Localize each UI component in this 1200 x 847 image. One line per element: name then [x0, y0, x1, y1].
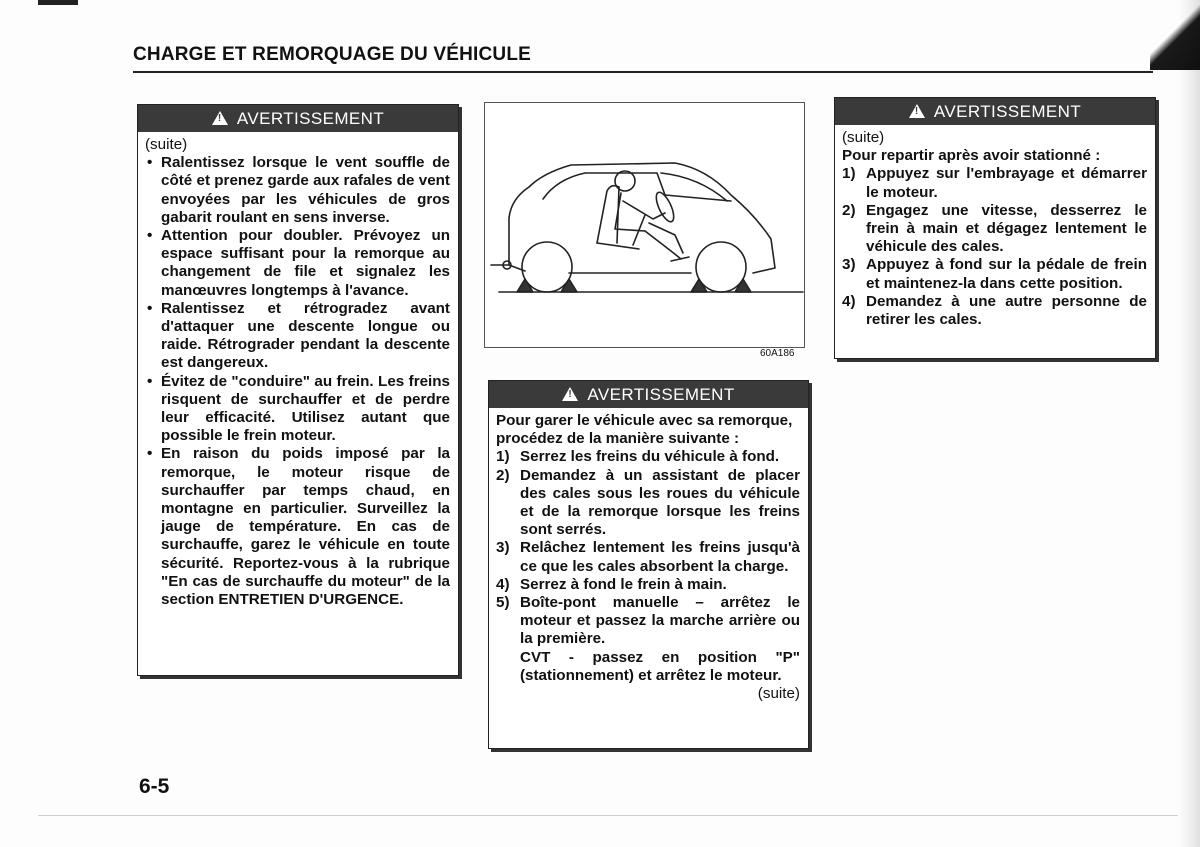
bullet-item: • Ralentissez et rétrogradez avant d'attaquer une descente longue ou raide. Rétrograder pendant la descente est dangereux.: [145, 300, 450, 373]
step-number: 3): [496, 539, 510, 557]
step-item: [842, 256, 1147, 292]
warning-heading: AVERTISSEMENT: [587, 385, 735, 404]
step-text: Demandez à une autre personne de retirer les cales.: [866, 292, 1147, 329]
suite-label: (suite): [842, 129, 885, 146]
car-with-chocks-drawing: [485, 103, 804, 347]
bullet-item: • En raison du poids imposé par la remorque, le moteur risque de surchauffer par temps chaud, en montagne en particulier. Surveillez la jauge de température. En cas de surchauffe, garez le véhicule en toute sécurité. Reportez-vous à la rubrique "En cas de surchauffe du moteur" de la section ENTRETIEN D'URGENCE.: [145, 445, 450, 609]
step-item: [496, 448, 800, 466]
warning-bullet-list: [145, 154, 450, 609]
page-corner-mark: [38, 0, 78, 5]
page-edge-shadow: [1178, 0, 1200, 847]
step-text: Serrez les freins du véhicule à fond.: [520, 448, 780, 466]
step-item: [496, 576, 800, 594]
bullet-item: • Évitez de "conduire" au frein. Les freins risquent de surchauffer et de perdre leur efficacité. Utilisez autant que possible le frein moteur.: [145, 373, 450, 446]
warning-box-left: [137, 104, 459, 676]
section-title: CHARGE ET REMORQUAGE DU VÉHICULE: [133, 44, 532, 65]
bullet-item: • Ralentissez lorsque le vent souffle de côté et prenez garde aux rafales de vent envoyées par les véhicules de gros gabarit roulant en sens inverse.: [145, 154, 450, 227]
step-item: [842, 293, 1147, 329]
step-number: 5): [496, 594, 510, 612]
suite-label: (suite): [757, 685, 800, 703]
warning-body: [489, 408, 808, 709]
step-number: 4): [842, 292, 856, 310]
step-number: 1): [842, 165, 856, 183]
step-item: [496, 594, 800, 685]
step-number: 1): [496, 448, 510, 466]
step-text: Demandez à un assistant de placer des cales sous les roues du véhicule et de la remorque lorsque les freins sont serrés.: [520, 466, 800, 539]
step-text: Appuyez sur l'embrayage et démarrer le moteur.: [866, 165, 1147, 201]
bottom-rule: [38, 815, 1178, 816]
warning-heading: AVERTISSEMENT: [933, 102, 1082, 121]
step-text-extra: CVT - passez en position "P" (stationnement) et arrêtez le moteur.: [520, 648, 800, 684]
warning-intro: Pour garer le véhicule avec sa remorque, procédez de la manière suivante :: [496, 412, 793, 448]
step-number: 3): [842, 256, 856, 274]
step-text: Relâchez lentement les freins jusqu'à ce que les cales absorbent la charge.: [520, 539, 800, 575]
warning-intro: Pour repartir après avoir stationné :: [842, 147, 1101, 165]
step-item: [496, 539, 800, 575]
warning-header: [138, 105, 458, 132]
warning-box-right: [834, 97, 1156, 359]
bullet-item: • Attention pour doubler. Prévoyez un espace suffisant pour la remorque au changement de file et signalez les manœuvres longtemps à l'avance.: [145, 227, 450, 300]
warning-body: [138, 132, 458, 615]
step-number: 2): [496, 466, 510, 484]
step-text: Boîte-pont manuelle – arrêtez le moteur et passez la marche arrière ou la première.: [520, 594, 800, 648]
step-item: [842, 165, 1147, 201]
step-text: Serrez à fond le frein à main.: [520, 575, 727, 593]
step-text: Engagez une vitesse, desserrez le frein à main et dégagez lentement le véhicule des cales.: [866, 201, 1147, 256]
warning-header: [835, 98, 1155, 125]
warning-triangle-icon: [212, 111, 228, 125]
step-number: 2): [842, 201, 856, 219]
step-item: [842, 202, 1147, 257]
step-text: Appuyez à fond sur la pédale de frein et maintenez-la dans cette position.: [866, 256, 1147, 292]
warning-header: [489, 381, 808, 408]
warning-triangle-icon: [562, 387, 578, 401]
warning-body: [835, 125, 1155, 335]
warning-triangle-icon: [909, 104, 925, 118]
suite-label: (suite): [145, 136, 188, 153]
warning-step-list: [496, 448, 800, 685]
step-item: [496, 467, 800, 540]
warning-box-middle: [488, 380, 809, 749]
title-rule: [133, 71, 1153, 73]
towing-illustration: [484, 102, 805, 348]
warning-heading: AVERTISSEMENT: [236, 109, 385, 128]
step-number: 4): [496, 575, 510, 593]
page-number: 6-5: [139, 775, 170, 798]
warning-step-list: [842, 165, 1147, 329]
figure-code: 60A186: [760, 348, 795, 359]
